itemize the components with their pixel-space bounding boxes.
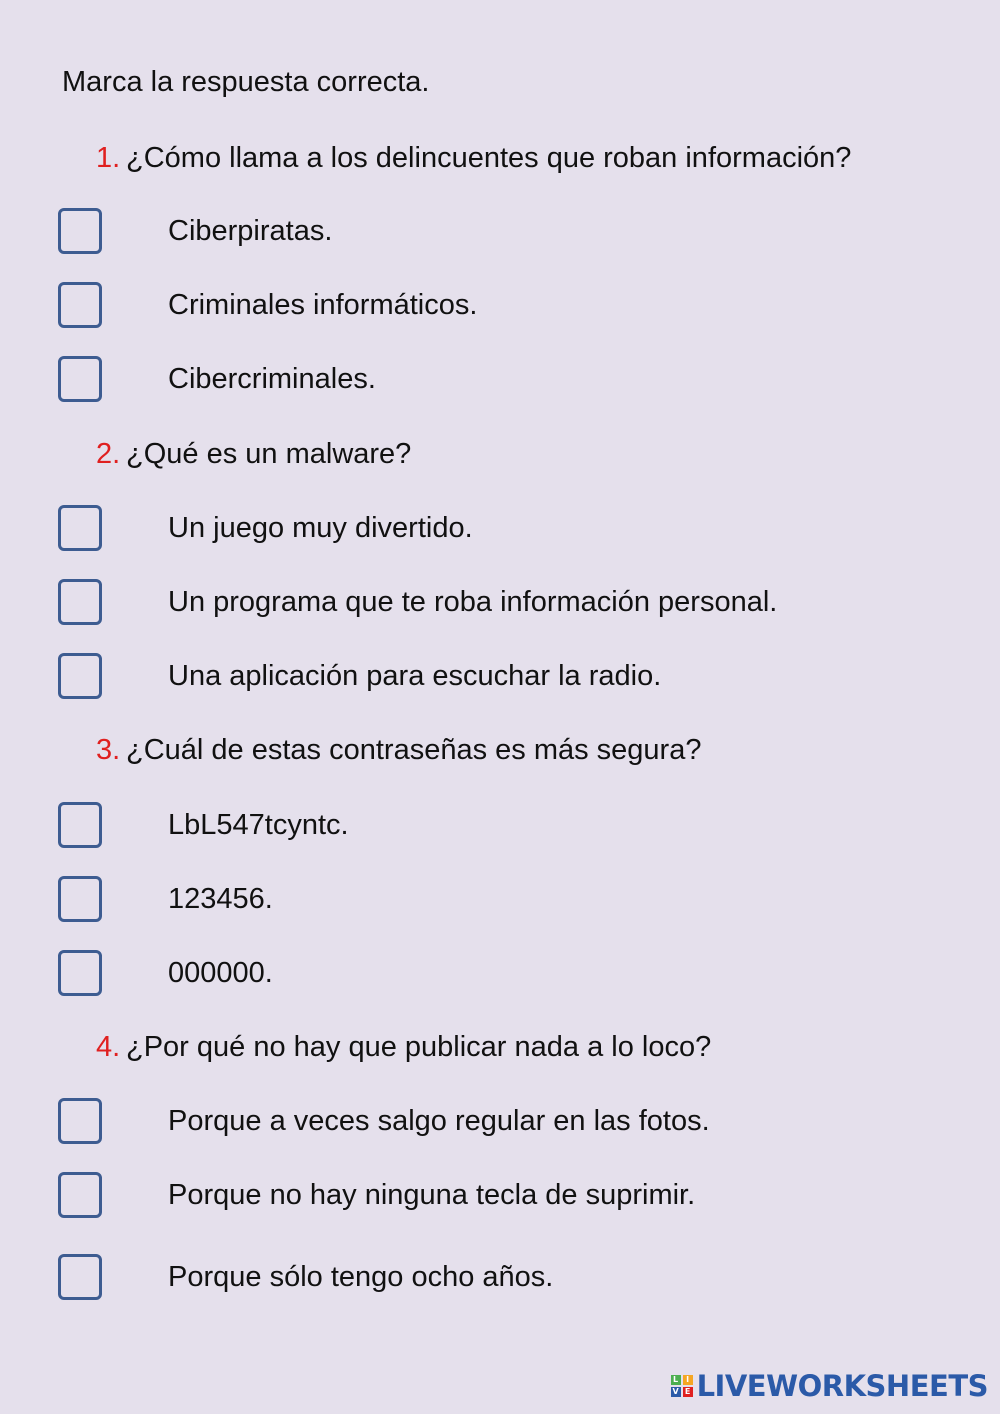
option-3b[interactable] (58, 876, 938, 926)
option-label: Un programa que te roba información personal. (168, 586, 778, 618)
option-3c[interactable] (58, 950, 938, 1000)
liveworksheets-logo (671, 1366, 988, 1406)
option-4c[interactable] (58, 1254, 938, 1304)
option-label: 000000. (168, 957, 273, 989)
option-1c[interactable] (58, 356, 938, 406)
logo-mark-cell: I (683, 1375, 693, 1385)
option-2b[interactable] (58, 579, 938, 629)
checkbox[interactable] (58, 1254, 102, 1300)
instruction-text: Marca la respuesta correcta. (62, 66, 430, 98)
question-2 (96, 434, 411, 474)
checkbox[interactable] (58, 1172, 102, 1218)
question-number: 3. (96, 734, 121, 766)
checkbox[interactable] (58, 876, 102, 922)
logo-mark-cell: L (671, 1375, 681, 1385)
checkbox[interactable] (58, 208, 102, 254)
checkbox[interactable] (58, 950, 102, 996)
question-4 (96, 1027, 711, 1067)
option-label: Un juego muy divertido. (168, 512, 473, 544)
option-label: Ciberpiratas. (168, 215, 333, 247)
question-number: 4. (96, 1031, 121, 1063)
checkbox[interactable] (58, 579, 102, 625)
option-4a[interactable] (58, 1098, 938, 1148)
question-text: ¿Cuál de estas contraseñas es más segura? (126, 734, 702, 766)
checkbox[interactable] (58, 356, 102, 402)
option-4b[interactable] (58, 1172, 938, 1222)
checkbox[interactable] (58, 282, 102, 328)
question-text: ¿Cómo llama a los delincuentes que roban información? (126, 142, 852, 174)
checkbox[interactable] (58, 1098, 102, 1144)
question-number: 1. (96, 142, 121, 174)
question-1 (96, 138, 851, 178)
option-label: Cibercriminales. (168, 363, 376, 395)
option-label: LbL547tcyntc. (168, 809, 349, 841)
option-3a[interactable] (58, 802, 938, 852)
logo-mark-icon (671, 1375, 693, 1397)
option-1a[interactable] (58, 208, 938, 258)
checkbox[interactable] (58, 802, 102, 848)
logo-mark-cell: V (672, 1387, 679, 1396)
question-number: 2. (96, 438, 121, 470)
question-text: ¿Por qué no hay que publicar nada a lo loco? (126, 1031, 712, 1063)
question-3 (96, 730, 701, 770)
question-text: ¿Qué es un malware? (126, 438, 412, 470)
option-label: Porque sólo tengo ocho años. (168, 1261, 554, 1293)
option-1b[interactable] (58, 282, 938, 332)
option-label: Una aplicación para escuchar la radio. (168, 660, 662, 692)
logo-mark-cell: E (683, 1387, 693, 1397)
option-2a[interactable] (58, 505, 938, 555)
logo-text: LIVEWORKSHEETS (696, 1369, 988, 1403)
option-2c[interactable] (58, 653, 938, 703)
checkbox[interactable] (58, 505, 102, 551)
option-label: Porque no hay ninguna tecla de suprimir. (168, 1179, 696, 1211)
checkbox[interactable] (58, 653, 102, 699)
option-label: Porque a veces salgo regular en las fotos. (168, 1105, 710, 1137)
option-label: Criminales informáticos. (168, 289, 478, 321)
option-label: 123456. (168, 883, 273, 915)
